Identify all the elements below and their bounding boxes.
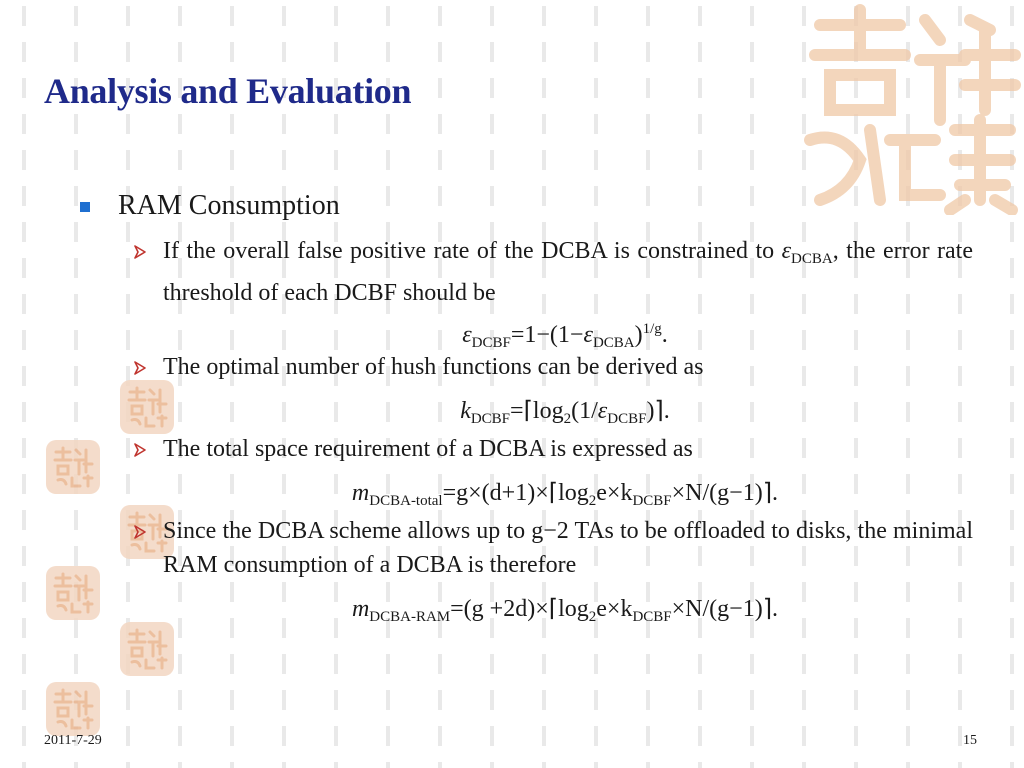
- eq-text: =(g +2d)×⌈log: [450, 596, 589, 622]
- page-number: 15: [963, 733, 977, 748]
- list-item: [133, 234, 973, 310]
- eq-text: .: [661, 322, 668, 348]
- eq-symbol: k: [460, 398, 471, 424]
- subscript: 2: [588, 493, 597, 509]
- eq-symbol: m: [351, 480, 370, 506]
- list-item: [133, 514, 973, 582]
- square-bullet-icon: [80, 202, 90, 212]
- arrow-bullet-icon: [133, 245, 147, 259]
- seal-logo-icon: [46, 440, 100, 494]
- arrow-bullet-icon: [133, 361, 147, 375]
- item-text: The optimal number of hush functions can be derived as: [163, 354, 704, 380]
- item-text: The total space requirement of a DCBA is expressed as: [163, 436, 693, 462]
- eq-text: ): [634, 322, 643, 348]
- item-text: [163, 234, 973, 310]
- footer-date: 2011-7-29: [44, 733, 102, 748]
- eq-symbol: ε: [462, 322, 472, 348]
- subscript: DCBF: [470, 411, 511, 427]
- superscript: 1/g: [642, 321, 662, 337]
- seal-logo-icon: [790, 0, 1024, 215]
- eq-symbol: m: [351, 596, 370, 622]
- eq-symbol: ε: [597, 398, 608, 424]
- eq-symbol: ε: [583, 322, 593, 348]
- eq-text: e×k: [596, 596, 633, 622]
- subscript: DCBA-total: [369, 493, 443, 509]
- subscript: 2: [588, 609, 597, 625]
- item-text-part: , the error rate threshold of each DCBF should be: [163, 238, 973, 306]
- subscript: DCBA: [592, 335, 635, 351]
- seal-logo-icon: [46, 682, 100, 736]
- subscript: 2: [563, 411, 572, 427]
- subscript: DCBF: [632, 493, 672, 509]
- subscript: DCBF: [632, 609, 672, 625]
- eq-text: (1/: [571, 398, 598, 424]
- eq-text: =g×(d+1)×⌈log: [442, 480, 589, 506]
- subscript: DCBF: [607, 411, 647, 427]
- subscript: DCBA-RAM: [369, 609, 451, 625]
- eq-text: e×k: [596, 480, 633, 506]
- bullet-label: RAM Consumption: [118, 190, 340, 221]
- item-text: Since the DCBA scheme allows up to g−2 TAs to be offloaded to disks, the minimal RAM consumption of a DCBA is therefore: [163, 518, 973, 578]
- item-text-part: If the overall false positive rate of the DCBA is constrained to: [163, 238, 782, 264]
- eq-text: )⌉.: [646, 398, 670, 424]
- seal-logo-icon: [46, 566, 100, 620]
- equation-min-ram: [160, 592, 970, 634]
- eq-text: ×N/(g−1)⌉.: [671, 596, 779, 622]
- equation-total-space: [160, 476, 970, 518]
- eq-text: =1−(1−: [510, 322, 584, 348]
- eq-text: =⌈log: [510, 398, 564, 424]
- arrow-bullet-icon: [133, 443, 147, 457]
- epsilon-symbol: ε: [781, 238, 792, 264]
- slide-title: Analysis and Evaluation: [44, 71, 412, 111]
- list-item: [133, 350, 973, 384]
- eq-text: ×N/(g−1)⌉.: [671, 480, 779, 506]
- list-item: [133, 432, 973, 466]
- arrow-bullet-icon: [133, 525, 147, 539]
- equation-hash-functions: [160, 394, 970, 436]
- subscript: DCBA: [791, 251, 833, 267]
- subscript: DCBF: [471, 335, 511, 351]
